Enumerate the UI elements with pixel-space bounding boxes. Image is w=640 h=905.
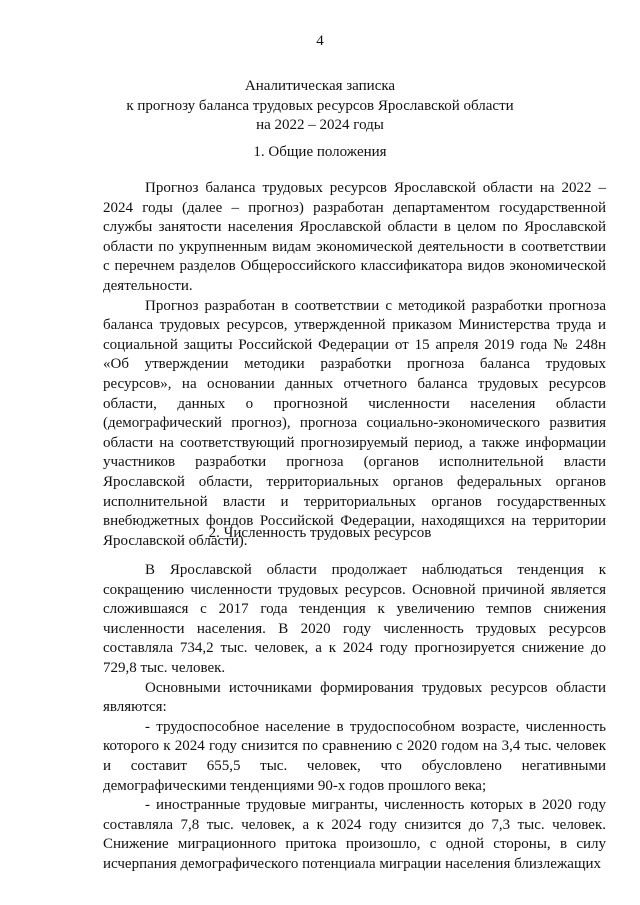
section-1-paragraph: Прогноз баланса трудовых ресурсов Ярославской области на 2022 – 2024 годы (далее – прогноз) разработан департаментом государственной службы занятости населения Ярославской области в целом по Ярославской области по укрупненным видам экономической деятельности в соответствии с перечнем разделов Общероссийского классификатора видов экономической деятельности. [103,180,606,294]
section-2-list-item: - иностранные трудовые мигранты, численность которых в 2020 году составляла 7,8 тыс. человек, а к 2024 году снизится до 7,3 тыс. человек. Снижение миграционного притока произошло, с одной стороны, в силу исчерпания демографического потенциала миграции населения близлежащих [103,797,606,872]
title-line-1: Аналитическая записка [244,78,396,94]
title-line-2: к прогнозу баланса трудовых ресурсов Ярославской области [126,97,514,114]
section-2-body [103,561,606,875]
section-2-list-item: - трудоспособное население в трудоспособном возрасте, численность которого к 2024 году снизится по сравнению с 2020 годом на 3,4 тыс. человек и составит 655,5 тыс. человек, что обусловлено негативными демографическими тенденциями 90-х годов прошлого века; [103,718,606,794]
title-line-3: на 2022 – 2024 годы [256,117,384,134]
section-2-paragraph: Основными источниками формирования трудовых ресурсов области являются: [103,679,606,716]
section-1-paragraph: Прогноз разработан в соответствии с методикой разработки прогноза баланса трудовых ресурсов, утвержденной приказом Министерства труда и социальной защиты Российской Федерации от 15 апреля 2019 года № 248н «Об утверждении методики разработки прогноза баланса трудовых ресурсов», на основании данных отчетного баланса трудовых ресурсов области, данных о прогнозной численности населения области (демографический прогноз), прогноза социально-экономического развития области на соответствующий прогнозируемый период, а также информации участников разработки прогноза (органов исполнительной власти Ярославской области, территориальных органов федеральных органов исполнительной власти и территориальных органов государственных внебюджетных фондов Российской Федерации, находящихся на территории Ярославской области). [103,297,606,549]
section-1-heading: 1. Общие положения [253,144,387,160]
section-2-heading: 2. Численность трудовых ресурсов [208,525,432,541]
page-number: 4 [316,33,324,49]
document-title [0,77,640,136]
section-1-body [103,179,606,551]
section-2-paragraph: В Ярославской области продолжает наблюдаться тенденция к сокращению численности трудовых ресурсов. Основной причиной является сложившаяся с 2017 года тенденция к увеличению темпов снижения численности населения. В 2020 году численность трудовых ресурсов составляла 734,2 тыс. человек, а к 2024 году прогнозируется снижение до 729,8 тыс. человек. [103,562,606,676]
